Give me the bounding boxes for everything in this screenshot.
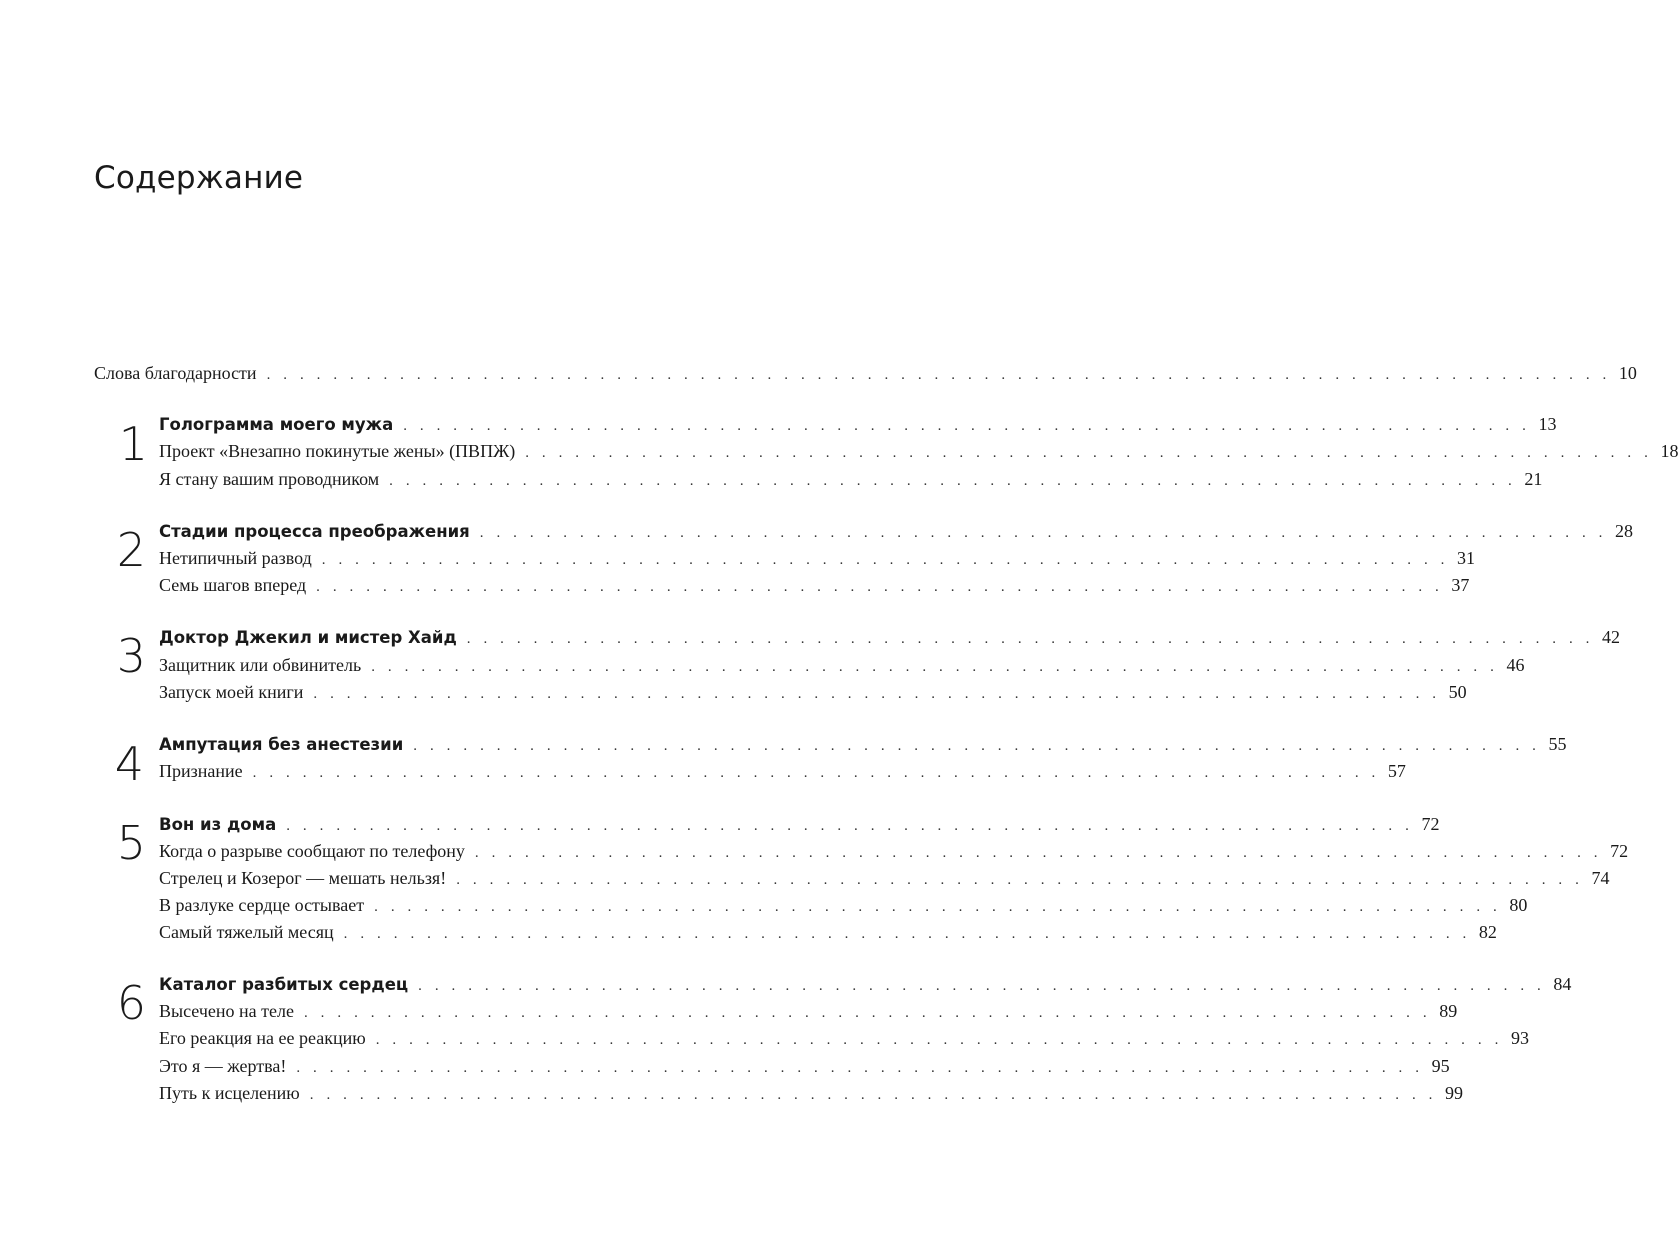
toc-page-number: 42 — [1602, 627, 1621, 647]
toc-page-number: 89 — [1439, 1001, 1458, 1021]
toc-chapter-title: Ампутация без анестезии — [159, 735, 404, 754]
chapter-number: 5 — [116, 816, 146, 870]
toc-entry-title: Я стану вашим проводником — [159, 469, 380, 489]
dot-leader: . . . . . . . . . . . . . . . . . . . . . . . . . . . . . . . . . . . . . . . . . . . . . . . . . . . . . . . . . . . . . . . . . . . . — [479, 525, 1608, 541]
toc-page-number: 13 — [1538, 414, 1557, 434]
dot-leader: . . . . . . . . . . . . . . . . . . . . . . . . . . . . . . . . . . . . . . . . . . . . . . . . . . . . . . . . . . . . . . . . . . . . — [525, 445, 1653, 461]
toc-entry-title: Путь к исцелению — [159, 1083, 300, 1103]
toc-page-number: 21 — [1524, 469, 1543, 489]
toc-entry-title: Высечено на теле — [159, 1001, 294, 1021]
dot-leader: . . . . . . . . . . . . . . . . . . . . . . . . . . . . . . . . . . . . . . . . . . . . . . . . . . . . . . . . . . . . . . . . . . . . — [418, 978, 1546, 994]
toc-entry[interactable] — [159, 841, 1629, 868]
toc-entry[interactable] — [159, 922, 1497, 949]
toc-page-number: 74 — [1591, 868, 1610, 888]
dot-leader: . . . . . . . . . . . . . . . . . . . . . . . . . . . . . . . . . . . . . . . . . . . . . . . . . . . . . . . . . . . . . . . . . . . . — [374, 899, 1502, 915]
dot-leader: . . . . . . . . . . . . . . . . . . . . . . . . . . . . . . . . . . . . . . . . . . . . . . . . . . . . . . . . . . . . . . . . . . . . — [375, 1032, 1503, 1048]
dot-leader: . . . . . . . . . . . . . . . . . . . . . . . . . . . . . . . . . . . . . . . . . . . . . . . . . . . . . . . . . . . . . . . . . . . . — [456, 872, 1584, 888]
toc-chapter[interactable] — [159, 734, 1567, 761]
toc-page-number: 95 — [1431, 1056, 1450, 1076]
toc-entry-title: В разлуке сердце остывает — [159, 895, 365, 915]
toc-page-number: 28 — [1615, 521, 1634, 541]
toc-entry-title: Нетипичный развод — [159, 548, 312, 568]
toc-entry-title: Защитник или обвинитель — [159, 655, 362, 675]
toc-entry[interactable] — [159, 655, 1525, 682]
toc-entry[interactable] — [159, 1083, 1463, 1110]
dot-leader: . . . . . . . . . . . . . . . . . . . . . . . . . . . . . . . . . . . . . . . . . . . . . . . . . . . . . . . . . . . . . . . . . . . . — [309, 1087, 1437, 1103]
toc-entry-title: Стрелец и Козерог — мешать нельзя! — [159, 868, 447, 888]
toc-chapter-title: Вон из дома — [159, 815, 277, 834]
page-title: Содержание — [94, 160, 304, 196]
toc-page-number: 31 — [1457, 548, 1476, 568]
toc-entry-title: Когда о разрыве сообщают по телефону — [159, 841, 465, 861]
toc-entry[interactable] — [159, 868, 1610, 895]
dot-leader: . . . . . . . . . . . . . . . . . . . . . . . . . . . . . . . . . . . . . . . . . . . . . . . . . . . . . . . . . . . . . . . . . . . . — [286, 818, 1414, 834]
toc-page-number: 84 — [1553, 974, 1572, 994]
toc-entry[interactable] — [159, 441, 1678, 468]
toc-entry[interactable] — [159, 548, 1476, 575]
toc-entry-title: Проект «Внезапно покинутые жены» (ПВПЖ) — [159, 441, 516, 461]
toc-chapter[interactable] — [159, 414, 1557, 441]
toc-page-number: 37 — [1451, 575, 1470, 595]
toc-page-number: 72 — [1421, 814, 1440, 834]
toc-entry[interactable] — [159, 682, 1467, 709]
toc-chapter[interactable] — [159, 521, 1634, 548]
toc-entry[interactable] — [159, 761, 1406, 788]
toc-page-number: 57 — [1387, 761, 1406, 781]
toc-entry[interactable] — [159, 1001, 1458, 1028]
dot-leader: . . . . . . . . . . . . . . . . . . . . . . . . . . . . . . . . . . . . . . . . . . . . . . . . . . . . . . . . . . . . . . . . . . . . — [474, 845, 1603, 861]
dot-leader: . . . . . . . . . . . . . . . . . . . . . . . . . . . . . . . . . . . . . . . . . . . . . . . . . . . . . . . . . . . . . . . . . . . . — [316, 579, 1444, 595]
toc-entry-intro[interactable] — [94, 363, 1637, 390]
toc-page-number: 10 — [1618, 363, 1637, 383]
toc-page-number: 18 — [1660, 441, 1678, 461]
toc-page-number: 82 — [1478, 922, 1497, 942]
dot-leader: . . . . . . . . . . . . . . . . . . . . . . . . . . . . . . . . . . . . . . . . . . . . . . . . . . . . . . . . . . . . . . . . . . . . — [466, 631, 1595, 647]
toc-chapter-title: Стадии процесса преображения — [159, 522, 470, 541]
toc-entry-title: Это я — жертва! — [159, 1056, 287, 1076]
toc-entry[interactable] — [159, 895, 1528, 922]
chapter-number: 1 — [118, 417, 148, 471]
toc-chapter-title: Каталог разбитых сердец — [159, 975, 409, 994]
chapter-number: 2 — [116, 523, 146, 577]
toc-entry[interactable] — [159, 1028, 1529, 1055]
toc-chapter-title: Доктор Джекил и мистер Хайд — [159, 628, 457, 647]
toc-page-number: 80 — [1509, 895, 1528, 915]
toc-chapter-title: Голограмма моего мужа — [159, 415, 394, 434]
dot-leader: . . . . . . . . . . . . . . . . . . . . . . . . . . . . . . . . . . . . . . . . . . . . . . . . . . . . . . . . . . . . . . . . . . . . — [413, 738, 1541, 754]
toc-entry-title: Самый тяжелый месяц — [159, 922, 334, 942]
toc-page-number: 50 — [1448, 682, 1467, 702]
chapter-number: 4 — [114, 737, 144, 791]
toc-entry[interactable] — [159, 575, 1470, 602]
toc-entry-title: Слова благодарности — [94, 363, 257, 383]
toc-chapter[interactable] — [159, 814, 1440, 841]
dot-leader: . . . . . . . . . . . . . . . . . . . . . . . . . . . . . . . . . . . . . . . . . . . . . . . . . . . . . . . . . . . . . . . . . . . . — [389, 473, 1517, 489]
toc-entry-title: Семь шагов вперед — [159, 575, 307, 595]
dot-leader: . . . . . . . . . . . . . . . . . . . . . . . . . . . . . . . . . . . . . . . . . . . . . . . . . . . . . . . . . . . . . . . . . . . . . . . . . . . . . . . . . — [266, 367, 1611, 383]
toc-page-number: 72 — [1610, 841, 1629, 861]
chapter-number: 3 — [116, 629, 146, 683]
toc-entry[interactable] — [159, 469, 1543, 496]
toc-page-number: 55 — [1548, 734, 1567, 754]
toc-chapter[interactable] — [159, 627, 1621, 654]
dot-leader: . . . . . . . . . . . . . . . . . . . . . . . . . . . . . . . . . . . . . . . . . . . . . . . . . . . . . . . . . . . . . . . . . . . . — [343, 926, 1471, 942]
dot-leader: . . . . . . . . . . . . . . . . . . . . . . . . . . . . . . . . . . . . . . . . . . . . . . . . . . . . . . . . . . . . . . . . . . . . — [371, 659, 1499, 675]
toc-page-number: 46 — [1506, 655, 1525, 675]
dot-leader: . . . . . . . . . . . . . . . . . . . . . . . . . . . . . . . . . . . . . . . . . . . . . . . . . . . . . . . . . . . . . . . . . . . . — [252, 765, 1380, 781]
dot-leader: . . . . . . . . . . . . . . . . . . . . . . . . . . . . . . . . . . . . . . . . . . . . . . . . . . . . . . . . . . . . . . . . . . . . — [403, 418, 1531, 434]
toc-entry-title: Его реакция на ее реакцию — [159, 1028, 366, 1048]
toc-entry[interactable] — [159, 1056, 1450, 1083]
dot-leader: . . . . . . . . . . . . . . . . . . . . . . . . . . . . . . . . . . . . . . . . . . . . . . . . . . . . . . . . . . . . . . . . . . . . — [321, 552, 1450, 568]
toc-entry-title: Запуск моей книги — [159, 682, 304, 702]
toc-page-number: 93 — [1510, 1028, 1529, 1048]
dot-leader: . . . . . . . . . . . . . . . . . . . . . . . . . . . . . . . . . . . . . . . . . . . . . . . . . . . . . . . . . . . . . . . . . . . . — [296, 1060, 1424, 1076]
toc-entry-title: Признание — [159, 761, 243, 781]
dot-leader: . . . . . . . . . . . . . . . . . . . . . . . . . . . . . . . . . . . . . . . . . . . . . . . . . . . . . . . . . . . . . . . . . . . . — [313, 686, 1441, 702]
toc-page-number: 99 — [1445, 1083, 1463, 1103]
dot-leader: . . . . . . . . . . . . . . . . . . . . . . . . . . . . . . . . . . . . . . . . . . . . . . . . . . . . . . . . . . . . . . . . . . . . — [303, 1005, 1432, 1021]
chapter-number: 6 — [116, 976, 146, 1030]
toc-chapter[interactable] — [159, 974, 1572, 1001]
